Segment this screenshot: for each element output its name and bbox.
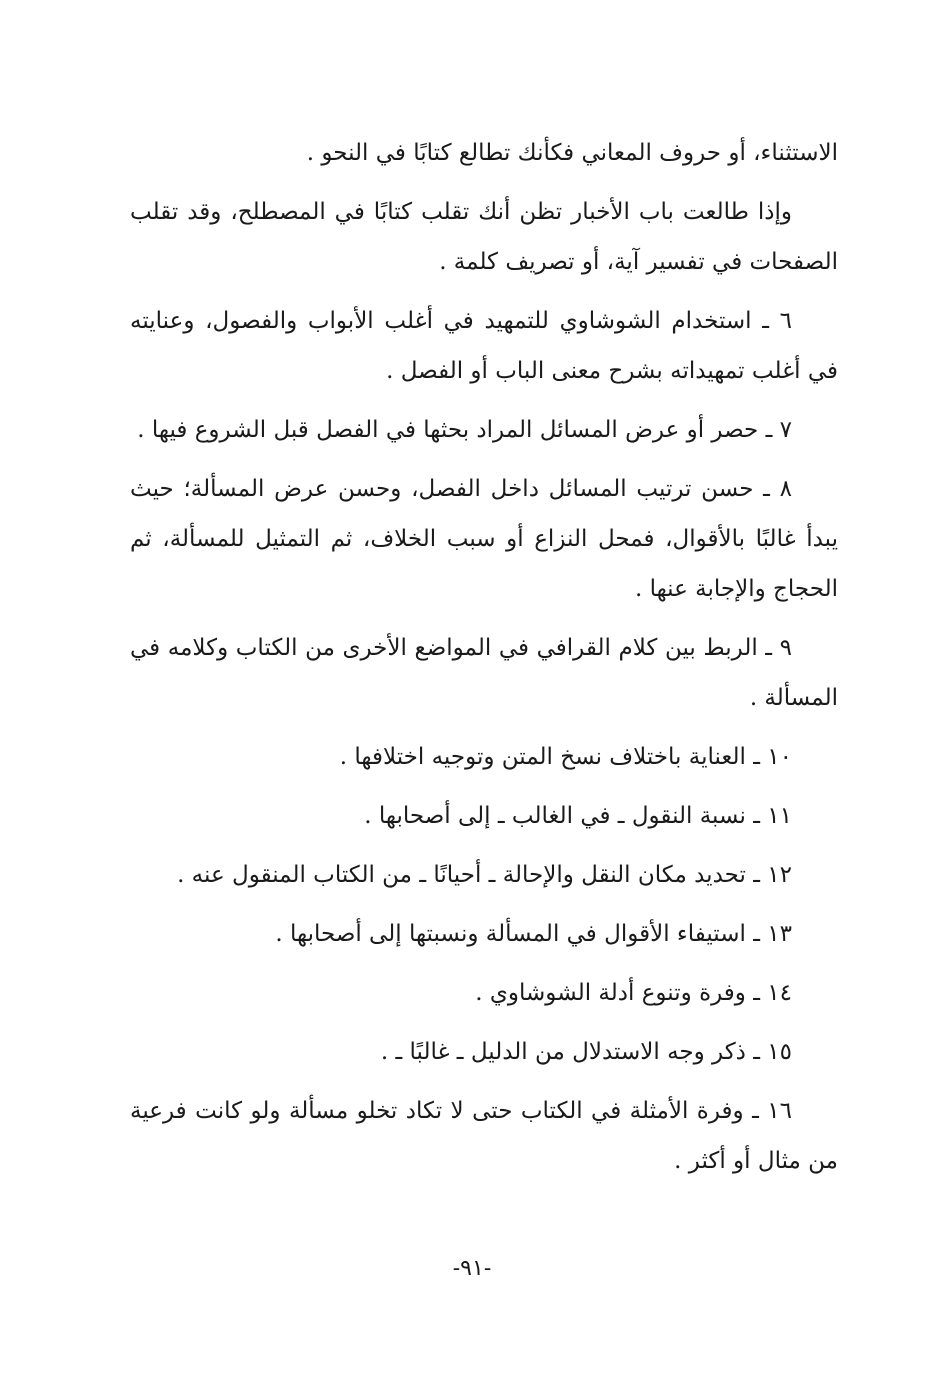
list-item-7: ٧ ـ حصر أو عرض المسائل المراد بحثها في الفصل قبل الشروع فيها . (137, 417, 792, 443)
list-item-13: ١٣ ـ استيفاء الأقوال في المسألة ونسبتها إلى أصحابها . (275, 921, 792, 947)
list-item-10: ١٠ ـ العناية باختلاف نسخ المتن وتوجيه اختلافها . (339, 744, 792, 770)
paragraph-continuation: الاستثناء، أو حروف المعاني فكأنك تطالع كتابًا في النحو . (306, 140, 838, 166)
page-body (130, 128, 838, 1195)
list-item-11: ١١ ـ نسبة النقول ـ في الغالب ـ إلى أصحابها . (364, 803, 792, 829)
list-item-6: ٦ ـ استخدام الشوشاوي للتمهيد في أغلب الأبواب والفصول، وعنايته في أغلب تمهيداته بشرح معنى الباب أو الفصل . (130, 308, 838, 384)
page-number: -٩١- (452, 1256, 492, 1281)
list-item-12: ١٢ ـ تحديد مكان النقل والإحالة ـ أحيانًا ـ من الكتاب المنقول عنه . (177, 862, 792, 888)
list-item-16: ١٦ ـ وفرة الأمثلة في الكتاب حتى لا تكاد تخلو مسألة ولو كانت فرعية من مثال أو أكثر . (130, 1098, 838, 1174)
list-item-14: ١٤ ـ وفرة وتنوع أدلة الشوشاوي . (475, 980, 792, 1006)
list-item-15: ١٥ ـ ذكر وجه الاستدلال من الدليل ـ غالبًا ـ . (380, 1039, 792, 1065)
list-item-8: ٨ ـ حسن ترتيب المسائل داخل الفصل، وحسن عرض المسألة؛ حيث يبدأ غالبًا بالأقوال، فمحل النزاع أو سبب الخلاف، ثم التمثيل للمسألة، ثم الحجاج والإجابة عنها . (130, 476, 838, 602)
list-item-9: ٩ ـ الربط بين كلام القرافي في المواضع الأخرى من الكتاب وكلامه في المسألة . (130, 635, 838, 711)
paragraph-akhbar: وإذا طالعت باب الأخبار تظن أنك تقلب كتابًا في المصطلح، وقد تقلب الصفحات في تفسير آية، أو تصريف كلمة . (130, 199, 838, 275)
